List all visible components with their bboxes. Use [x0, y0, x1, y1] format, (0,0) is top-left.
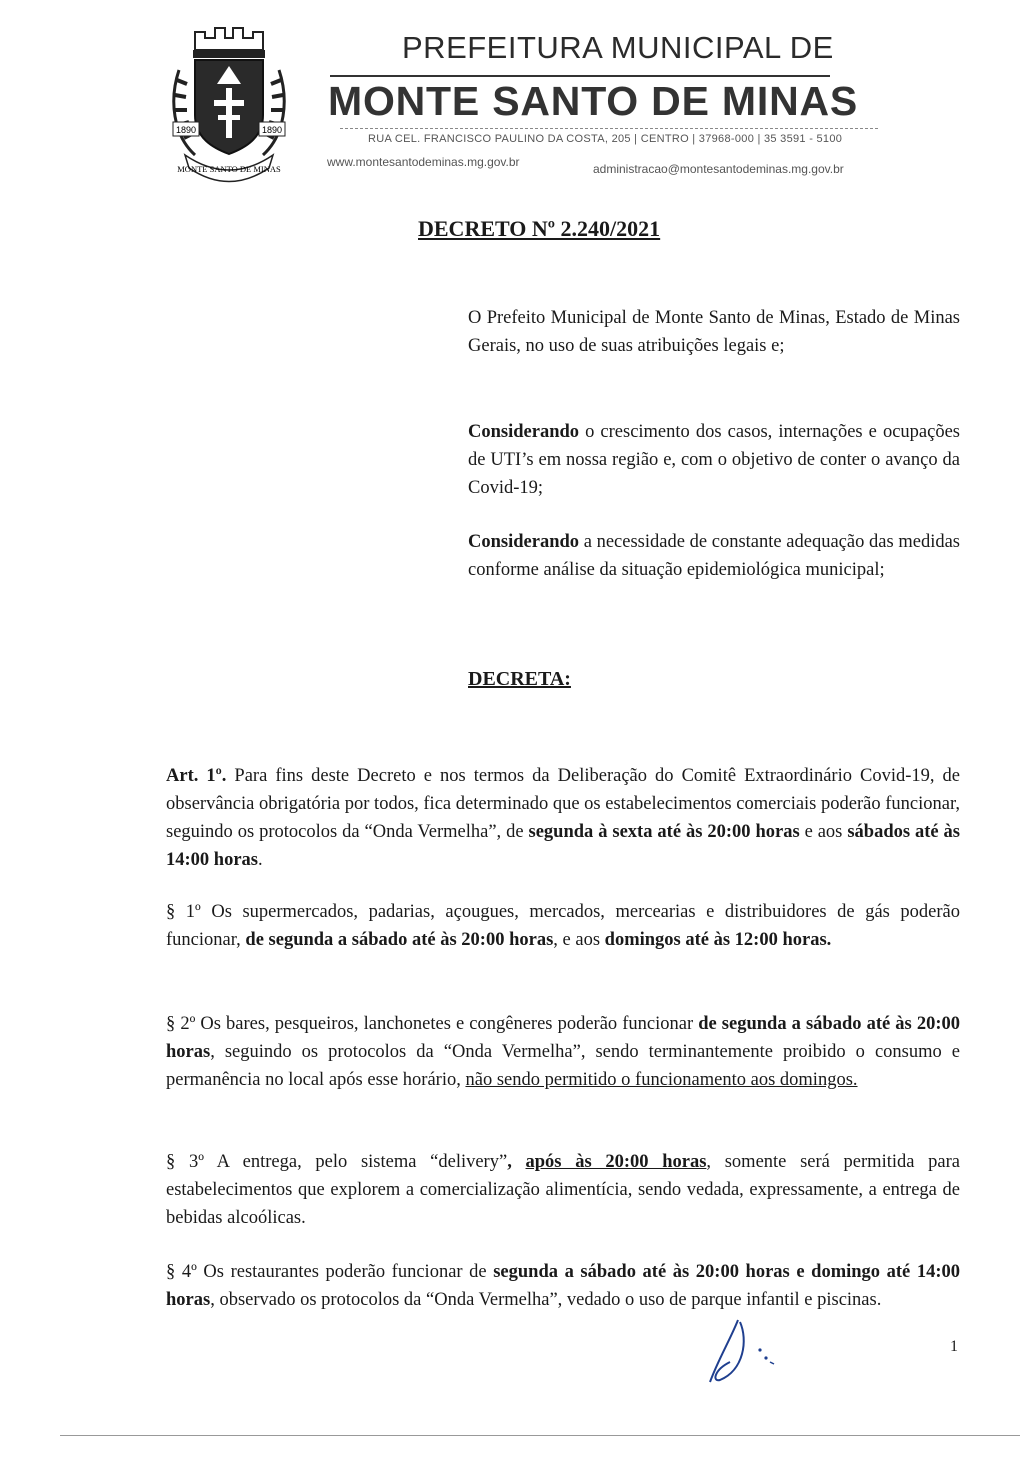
- crest-year-right: 1890: [261, 125, 283, 135]
- preamble: [468, 304, 960, 360]
- header-line-2: MONTE SANTO DE MINAS: [328, 78, 859, 124]
- paragraph-3: [166, 1148, 960, 1232]
- article-1-bold-b: sábados até às 14:00 horas: [166, 822, 960, 870]
- paragraph-3-space: [512, 1152, 526, 1172]
- considerando-2-text: a necessidade de constante adequação das medidas conforme análise da situação epidemiológica municipal;: [468, 532, 960, 580]
- considerando-1: [468, 418, 960, 502]
- article-1-text-a: Para fins deste Decreto e nos termos da Deliberação do Comitê Extraordinário Covid-19, de observância obrigatória por todos, fica determinado que os estabelecimentos comerciais poderão funcionar, seguindo os protocolos da “Onda Vermelha”, de: [166, 766, 961, 842]
- paragraph-2: [166, 1010, 960, 1094]
- paragraph-4-text-b: , observado os protocolos da “Onda Vermelha”, vedado o uso de parque infantil e piscinas.: [210, 1290, 882, 1310]
- paragraph-4-bold-a: segunda a sábado até às 20:00 horas e domingo até 14:00 horas: [166, 1262, 960, 1310]
- paragraph-1-text-b: , e aos: [553, 930, 605, 950]
- header-dashed-rule: [340, 128, 878, 130]
- paragraph-2-bold-a: de segunda a sábado até às 20:00 horas: [166, 1014, 960, 1062]
- article-1-text-c: .: [258, 850, 263, 870]
- page-number: 1: [950, 1338, 958, 1355]
- header-website: www.montesantodeminas.mg.gov.br: [327, 155, 520, 169]
- paragraph-3-bold-underlined: após às 20:00 horas: [525, 1152, 707, 1172]
- paragraph-4: [166, 1258, 960, 1314]
- paragraph-3-text-b: , somente será permitida para estabelecimentos que explorem a comercialização alimentícia, sendo vedada, expressamente, a entrega de bebidas alcoólicas.: [166, 1152, 960, 1228]
- paragraph-4-text-a: § 4º Os restaurantes poderão funcionar de: [166, 1262, 494, 1282]
- considerando-2-lead: Considerando: [468, 532, 580, 552]
- article-1-bold-a: segunda à sexta até às 20:00 horas: [528, 822, 800, 842]
- preamble-text: O Prefeito Municipal de Monte Santo de Minas, Estado de Minas Gerais, no uso de suas atribuições legais e;: [468, 308, 960, 356]
- signature-initials-icon: [700, 1300, 790, 1390]
- header-address: RUA CEL. FRANCISCO PAULINO DA COSTA, 205 | CENTRO | 37968-000 | 35 3591 - 5100: [368, 133, 843, 145]
- crest-motto: MONTE SANTO DE MINAS: [177, 164, 281, 174]
- article-1: [166, 762, 960, 874]
- considerando-2: [468, 528, 960, 584]
- paragraph-2-underlined: não sendo permitido o funcionamento aos domingos.: [465, 1070, 858, 1090]
- article-1-text-b: e aos: [799, 822, 848, 842]
- paragraph-3-text-a: § 3º A entrega, pelo sistema “delivery”: [166, 1152, 508, 1172]
- header-email: administracao@montesantodeminas.mg.gov.br: [593, 162, 844, 176]
- municipal-crest-icon: [165, 20, 293, 185]
- paragraph-3-bold-comma: ,: [507, 1152, 512, 1172]
- crest-year-left: 1890: [175, 125, 197, 135]
- header-rule: [330, 75, 830, 77]
- footer-rule: [60, 1435, 1020, 1436]
- header-line-1: PREFEITURA MUNICIPAL DE: [402, 30, 834, 65]
- paragraph-2-text-b: , seguindo os protocolos da “Onda Vermelha”, sendo terminantemente proibido o consumo e permanência no local após esse horário,: [166, 1042, 960, 1090]
- article-1-label: Art. 1º.: [166, 766, 227, 786]
- decree-title: DECRETO Nº 2.240/2021: [418, 216, 661, 241]
- decreta-heading: DECRETA:: [468, 668, 571, 690]
- paragraph-2-text-a: § 2º Os bares, pesqueiros, lanchonetes e congêneres poderão funcionar: [166, 1014, 699, 1034]
- paragraph-1: [166, 898, 960, 954]
- paragraph-1-bold-a: de segunda a sábado até às 20:00 horas: [245, 930, 554, 950]
- considerando-1-lead: Considerando: [468, 422, 580, 442]
- considerando-1-text: o crescimento dos casos, internações e ocupações de UTI’s em nossa região e, com o objetivo de conter o avanço da Covid-19;: [468, 422, 960, 498]
- paragraph-1-text-a: § 1º Os supermercados, padarias, açougues, mercados, mercearias e distribuidores de gás poderão funcionar,: [166, 902, 960, 950]
- paragraph-1-bold-b: domingos até às 12:00 horas.: [604, 930, 832, 950]
